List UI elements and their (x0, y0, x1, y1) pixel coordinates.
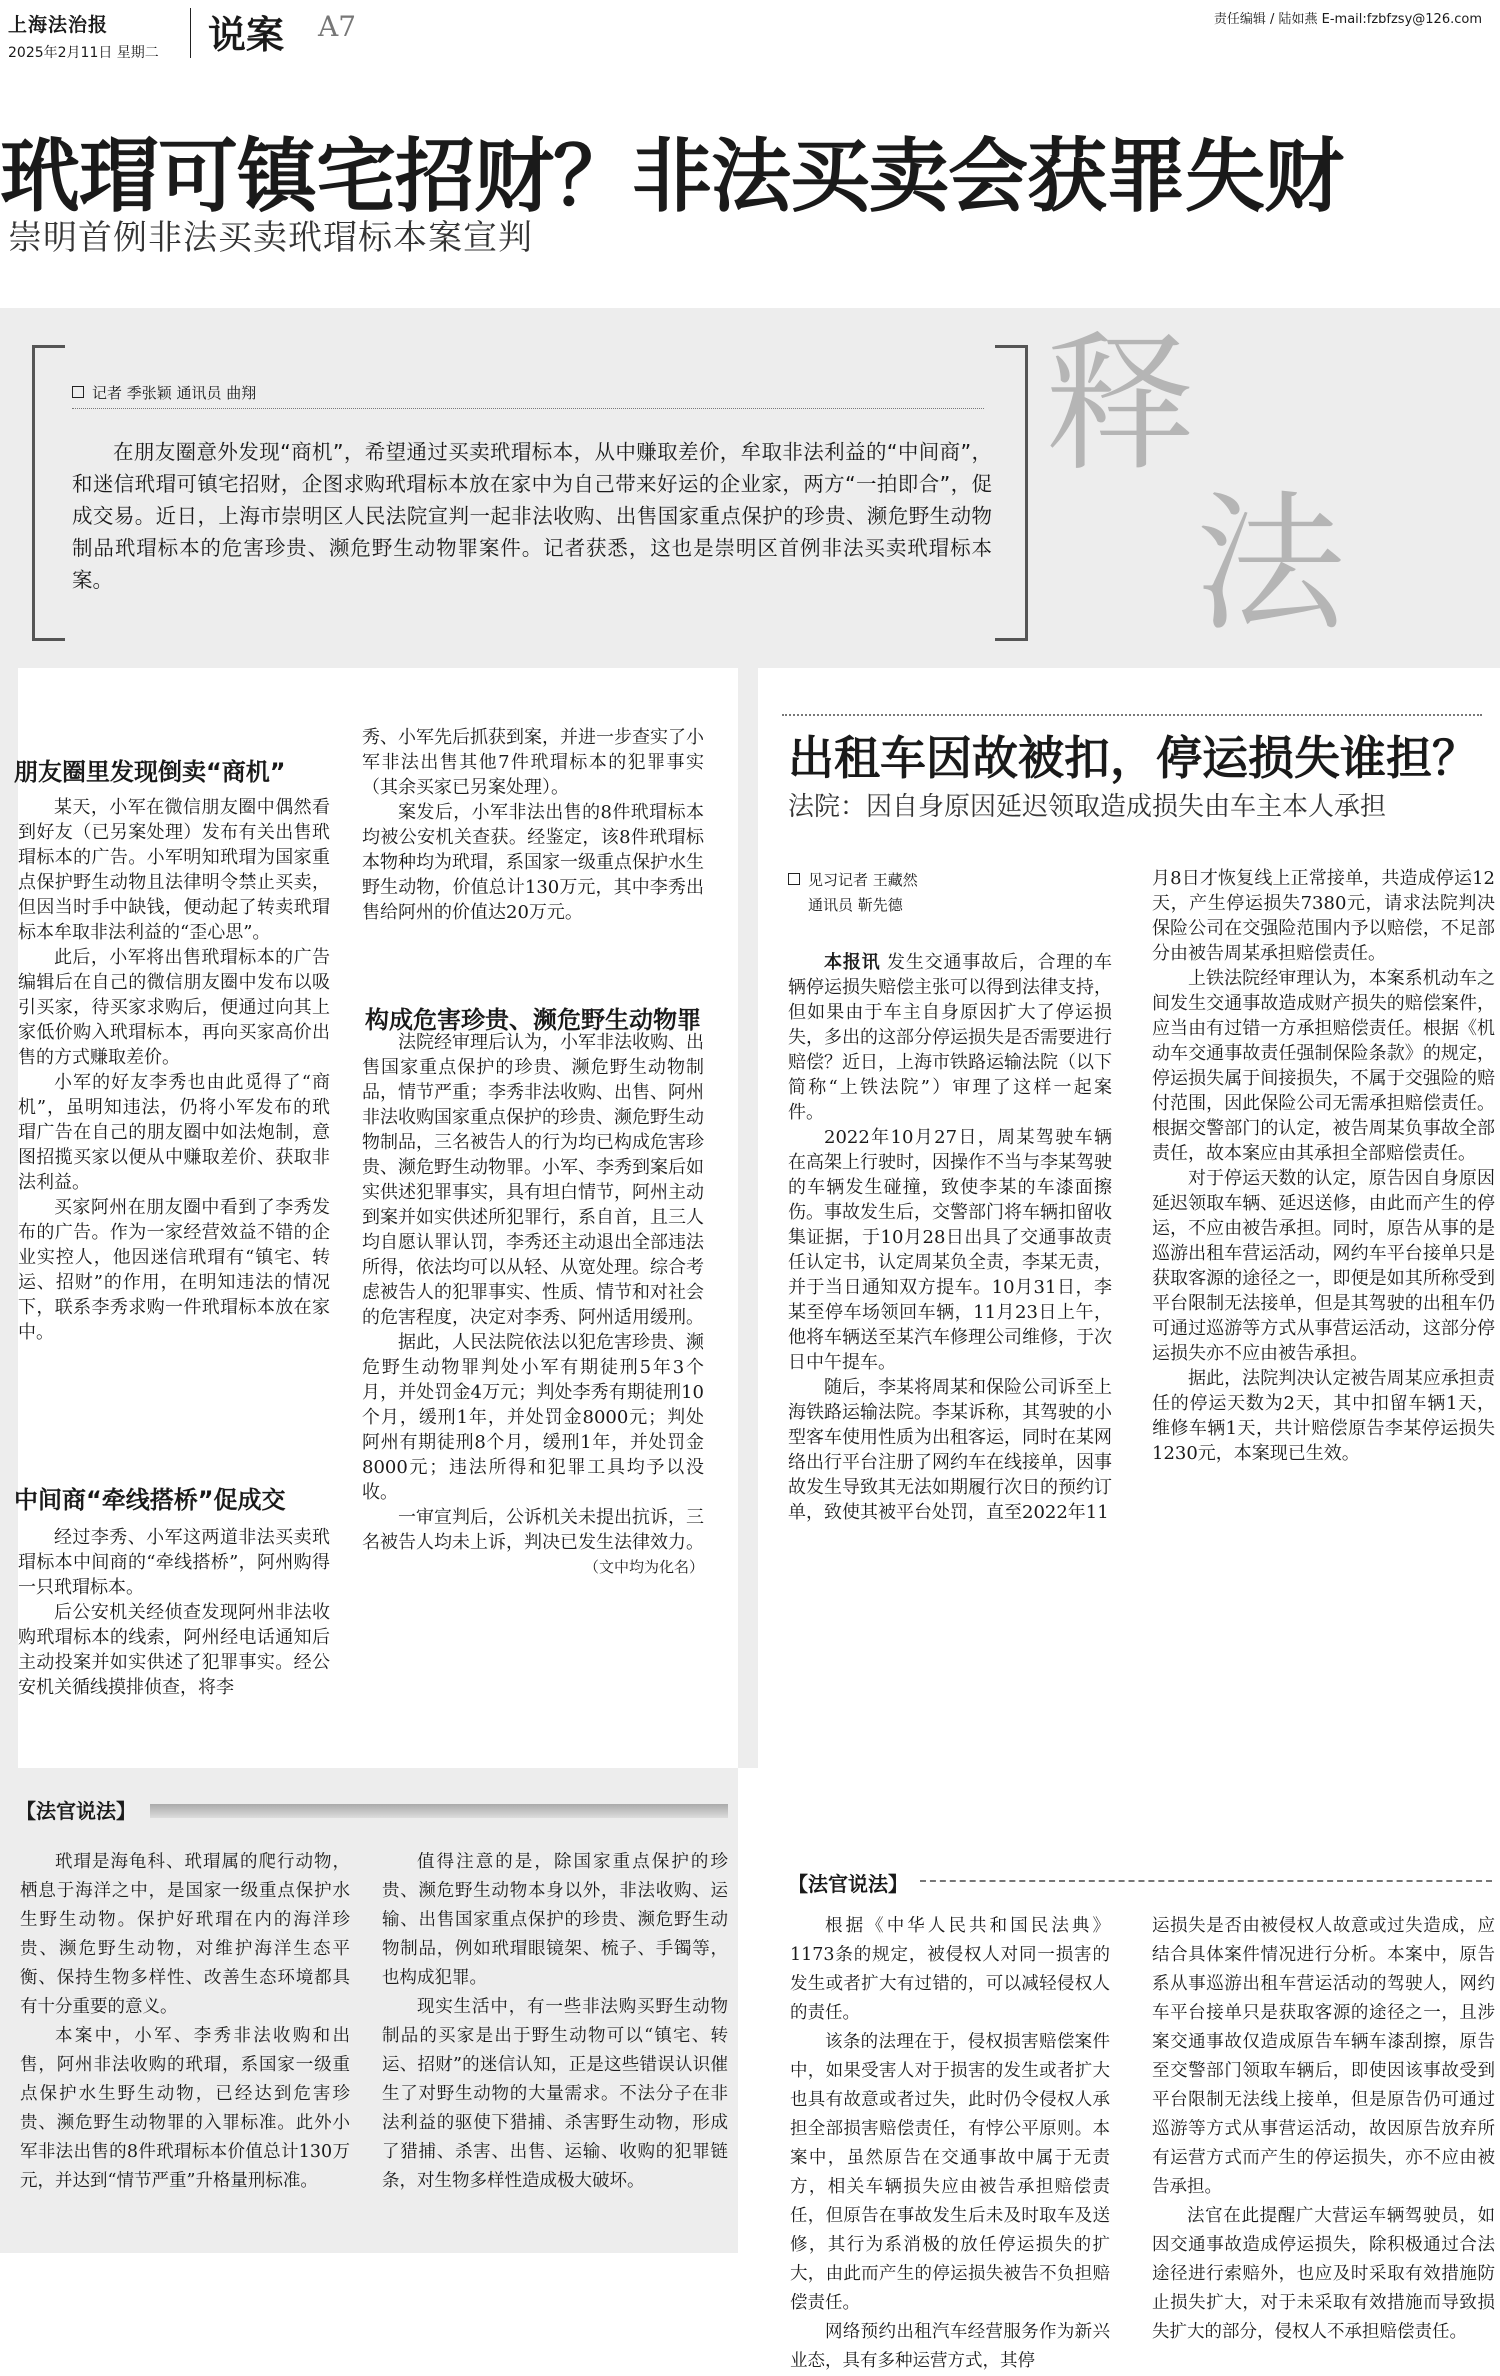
paragraph: 买家阿州在朋友圈中看到了李秀发布的广告。作为一家经营效益不错的企业实控人，他因迷信玳瑁有“镇宅、转运、招财”的作用，在明知违法的情况下，联系李秀求购一件玳瑁标本放在家中。 (18, 1197, 330, 1343)
right-article-rule (782, 714, 1482, 716)
lead-tag: 本报讯 (824, 952, 881, 973)
left-heading-1: 朋友圈里发现倒卖“商机” (14, 758, 286, 786)
paragraph: 网络预约出租汽车经营服务作为新兴业态，具有多种运营方式，其停 (790, 2322, 1110, 2371)
paragraph: 2022年10月27日，周某驾驶车辆在高架上行驶时，因操作不当与李某驾驶的车辆发生碰撞，致使李某的车漆面擦伤。事故发生后，交警部门将车辆扣留收集证据，于10月28日出具了交通事故责任认定书，认定周某负全责，李某无责，并于当日通知双方提车。10月31日，李某至停车场领回车辆，11月23日上午，他将车辆送至某汽车修理公司维修，于次日中午提车。 (788, 1127, 1112, 1373)
left-article-col1-bottom (18, 1525, 330, 1700)
paragraph: 此后，小军将出售玳瑁标本的广告编辑后在自己的微信朋友圈中发布以吸引买家，待买家求购后，便通过向其上家低价购入玳瑁标本，再向买家高价出售的方式赚取差价。 (18, 947, 330, 1068)
left-comment-col1 (20, 1848, 350, 2196)
left-comment-tag: 【法官说法】 (16, 1799, 136, 1823)
paragraph: 据此，人民法院依法以犯危害珍贵、濒危野生动物罪判处小军有期徒刑5年3个月，并处罚金4万元；判处李秀有期徒刑10个月，缓刑1年，并处罚金8000元；判处阿州有期徒刑8个月，缓刑1年，并处罚金8000元；违法所得和犯罪工具均予以没收。 (362, 1332, 704, 1503)
paragraph: 值得注意的是，除国家重点保护的珍贵、濒危野生动物本身以外，非法收购、运输、出售国家重点保护的珍贵、濒危野生动物制品，例如玳瑁眼镜架、梳子、手镯等，也构成犯罪。 (382, 1852, 728, 1988)
main-headline: 玳瑁可镇宅招财？非法买卖会获罪失财 (0, 129, 1343, 223)
byline-rule (72, 408, 984, 409)
section-name: 说案 (208, 12, 285, 57)
right-article-byline (788, 868, 918, 918)
intro-bracket-right (995, 345, 1028, 641)
right-comment-col2 (1152, 1912, 1495, 2347)
square-icon (788, 873, 800, 885)
paragraph: 上铁法院经审理认为，本案系机动车之间发生交通事故造成财产损失的赔偿案件，应当由有过错一方承担赔偿责任。根据《机动车交通事故责任强制保险条款》的规定，停运损失属于间接损失，不属于交强险的赔付范围，因此保险公司无需承担赔偿责任。根据交警部门的认定，被告周某负事故全部责任，故本案应由其承担全部赔偿责任。 (1152, 968, 1495, 1164)
lead-text: 发生交通事故后，合理的车辆停运损失赔偿主张可以得到法律支持，但如果由于车主自身原因扩大了停运损失，多出的这部分停运损失是否需要进行赔偿？近日，上海市铁路运输法院（以下简称“上铁法院”）审理了这样一起案件。 (788, 952, 1112, 1123)
paragraph: 后公安机关经侦查发现阿州非法收购玳瑁标本的线索，阿州经电话通知后主动投案并如实供述了犯罪事实。经公安机关循线摸排侦查，将李 (18, 1602, 330, 1698)
paragraph: 本案中，小军、李秀非法收购和出售，阿州非法收购的玳瑁，系国家一级重点保护水生野生动物，已经达到危害珍贵、濒危野生动物罪的入罪标准。此外小军非法出售的8件玳瑁标本价值总计130万元，并达到“情节严重”升格量刑标准。 (20, 2026, 350, 2191)
column-badge (1045, 318, 1346, 652)
column-badge-char-1: 释 (1045, 318, 1196, 492)
masthead-divider (190, 8, 191, 58)
left-margin-shade (0, 668, 18, 1768)
square-icon (72, 386, 84, 398)
intro-byline-text: 记者 季张颖 通讯员 曲翔 (92, 384, 257, 402)
right-article-col1 (788, 950, 1112, 1525)
right-comment-tag: 【法官说法】 (788, 1872, 908, 1896)
column-gutter-shade (738, 668, 758, 1768)
paragraph: 经过李秀、小军这两道非法买卖玳瑁标本中间商的“牵线搭桥”，阿州购得一只玳瑁标本。 (18, 1527, 330, 1598)
paragraph: 根据《中华人民共和国民法典》1173条的规定，被侵权人对同一损害的发生或者扩大有过错的，可以减轻侵权人的责任。 (790, 1916, 1110, 2023)
newspaper-logo: 上海法治报 (8, 14, 109, 36)
byline-correspondent: 通讯员 靳先德 (808, 896, 903, 914)
paragraph: 玳瑁是海龟科、玳瑁属的爬行动物，栖息于海洋之中，是国家一级重点保护水生野生动物。保护好玳瑁在内的海洋珍贵、濒危野生动物，对维护海洋生态平衡、保持生物多样性、改善生态环境都具有十分重要的意义。 (20, 1852, 350, 2017)
paragraph: 秀、小军先后抓获到案，并进一步查实了小军非法出售其他7件玳瑁标本的犯罪事实（其余买家已另案处理）。 (362, 727, 704, 798)
intro-paragraph: 在朋友圈意外发现“商机”，希望通过买卖玳瑁标本，从中赚取差价，牟取非法利益的“中间商”，和迷信玳瑁可镇宅招财，企图求购玳瑁标本放在家中为自己带来好运的企业家，两方“一拍即合”，促成交易。近日，上海市崇明区人民法院宣判一起非法收购、出售国家重点保护的珍贵、濒危野生动物制品玳瑁标本的危害珍贵、濒危野生动物罪案件。记者获悉，这也是崇明区首例非法买卖玳瑁标本案。 (72, 440, 992, 592)
paragraph: 现实生活中，有一些非法购买野生动物制品的买家是出于野生动物可以“镇宅、转运、招财”的迷信认知，正是这些错误认识催生了对野生动物的大量需求。不法分子在非法利益的驱使下猎捕、杀害野生动物，形成了猎捕、杀害、出售、运输、收购的犯罪链条，对生物多样性造成极大破坏。 (382, 1997, 728, 2191)
left-heading-2: 构成危害珍贵、濒危野生动物罪 (365, 1006, 701, 1034)
left-comment-col2 (382, 1848, 728, 2196)
paragraph: 月8日才恢复线上正常接单，共造成停运12天，产生停运损失7380元，请求法院判决保险公司在交强险范围内予以赔偿，不足部分由被告周某承担赔偿责任。 (1152, 868, 1495, 964)
pseudonym-note: （文中均为化名） (583, 1558, 704, 1576)
left-article-col2-top (362, 725, 704, 925)
column-badge-char-2: 法 (1195, 478, 1346, 652)
paragraph: 随后，李某将周某和保险公司诉至上海铁路运输法院。李某诉称，其驾驶的小型客车使用性质为出租客运，同时在某网络出行平台注册了网约车在线接单，因事故发生导致其无法如期履行次日的预约订单，致使其被平台处罚，直至2022年11 (788, 1377, 1112, 1523)
intro-bracket-left (32, 345, 65, 641)
issue-date: 2025年2月11日 星期二 (8, 45, 159, 61)
page-number: A7 (318, 10, 357, 43)
lead-paragraph (788, 950, 1112, 1125)
paragraph: 小军的好友李秀也由此觅得了“商机”，虽明知违法，仍将小军发布的玳瑁广告在自己的朋友圈中如法炮制，意图招揽买家以便从中赚取差价、获取非法利益。 (18, 1072, 330, 1193)
editor-credit: 责任编辑 / 陆如燕 E-mail:fzbfzsy@126.com (1213, 12, 1482, 27)
right-article-subtitle: 法院：因自身原因延迟领取造成损失由车主本人承担 (788, 792, 1387, 822)
paragraph: 法院经审理后认为，小军非法收购、出售国家重点保护的珍贵、濒危野生动物制品，情节严重；李秀非法收购、出售、阿州非法收购国家重点保护的珍贵、濒危野生动物制品，三名被告人的行为均已构成危害珍贵、濒危野生动物罪。小军、李秀到案后如实供述犯罪事实，具有坦白情节，阿州主动到案并如实供述所犯罪行，系自首，且三人均自愿认罪认罚，李秀还主动退出全部违法所得，依法均可以从轻、从宽处理。综合考虑被告人的犯罪事实、性质、情节和对社会的危害程度，决定对李秀、阿州适用缓刑。 (362, 1032, 704, 1328)
paragraph: 对于停运天数的认定，原告因自身原因延迟领取车辆、延迟送修，由此而产生的停运，不应由被告承担。同时，原告从事的是巡游出租车营运活动，网约车平台接单只是获取客源的途径之一，即便是如其所称受到平台限制无法接单，但是其驾驶的出租车仍可通过巡游等方式从事营运活动，这部分停运损失亦不应由被告承担。 (1152, 1168, 1495, 1364)
paragraph: 某天，小军在微信朋友圈中偶然看到好友（已另案处理）发布有关出售玳瑁标本的广告。小军明知玳瑁为国家重点保护野生动物且法律明令禁止买卖，但因当时手中缺钱，便动起了转卖玳瑁标本牟取非法利益的“歪心思”。 (18, 797, 330, 943)
left-heading-3: 中间商“牵线搭桥”促成交 (14, 1486, 286, 1514)
main-subheadline: 崇明首例非法买卖玳瑁标本案宣判 (8, 218, 533, 258)
paragraph: 法官在此提醒广大营运车辆驾驶员，如因交通事故造成停运损失，除积极通过合法途径进行索赔外，也应及时采取有效措施防止损失扩大，对于未采取有效措施而导致损失扩大的部分，侵权人不承担赔偿责任。 (1152, 2206, 1495, 2342)
right-article-col2 (1152, 866, 1495, 1466)
right-comment-rule (920, 1880, 1492, 1882)
paragraph: 运损失是否由被侵权人故意或过失造成，应结合具体案件情况进行分析。本案中，原告系从事巡游出租车营运活动的驾驶人，网约车平台接单只是获取客源的途径之一，且涉案交通事故仅造成原告车辆车漆刮擦，原告至交警部门领取车辆后，即使因该事故受到平台限制无法线上接单，但是原告仍可通过巡游等方式从事营运活动，故因原告放弃所有运营方式而产生的停运损失，亦不应由被告承担。 (1152, 1916, 1495, 2197)
byline-reporter: 见习记者 王藏然 (808, 871, 918, 889)
paragraph: 该条的法理在于，侵权损害赔偿案件中，如果受害人对于损害的发生或者扩大也具有故意或者过失，此时仍令侵权人承担全部损害赔偿责任，有悖公平原则。本案中，虽然原告在交通事故中属于无责方，相关车辆损失应由被告承担赔偿责任，但原告在事故发生后未及时取车及送修，其行为系消极的放任停运损失的扩大，由此而产生的停运损失被告不负担赔偿责任。 (790, 2032, 1110, 2313)
left-article-col1 (18, 795, 330, 1345)
right-article-title: 出租车因故被扣，停运损失谁担？ (788, 731, 1478, 785)
intro-byline (72, 382, 256, 403)
paragraph: 据此，法院判决认定被告周某应承担责任的停运天数为2天，其中扣留车辆1天，维修车辆1天，共计赔偿原告李某停运损失1230元，本案现已生效。 (1152, 1368, 1495, 1464)
right-comment-col1 (790, 1912, 1110, 2376)
paragraph: 案发后，小军非法出售的8件玳瑁标本均被公安机关查获。经鉴定，该8件玳瑁标本物种均为玳瑁，系国家一级重点保护水生野生动物，价值总计130万元，其中李秀出售给阿州的价值达20万元。 (362, 802, 704, 923)
left-article-col2 (362, 1030, 704, 1580)
paragraph: 一审宣判后，公诉机关未提出抗诉，三名被告人均未上诉，判决已发生法律效力。 (362, 1507, 704, 1553)
left-comment-bar (150, 1804, 728, 1818)
